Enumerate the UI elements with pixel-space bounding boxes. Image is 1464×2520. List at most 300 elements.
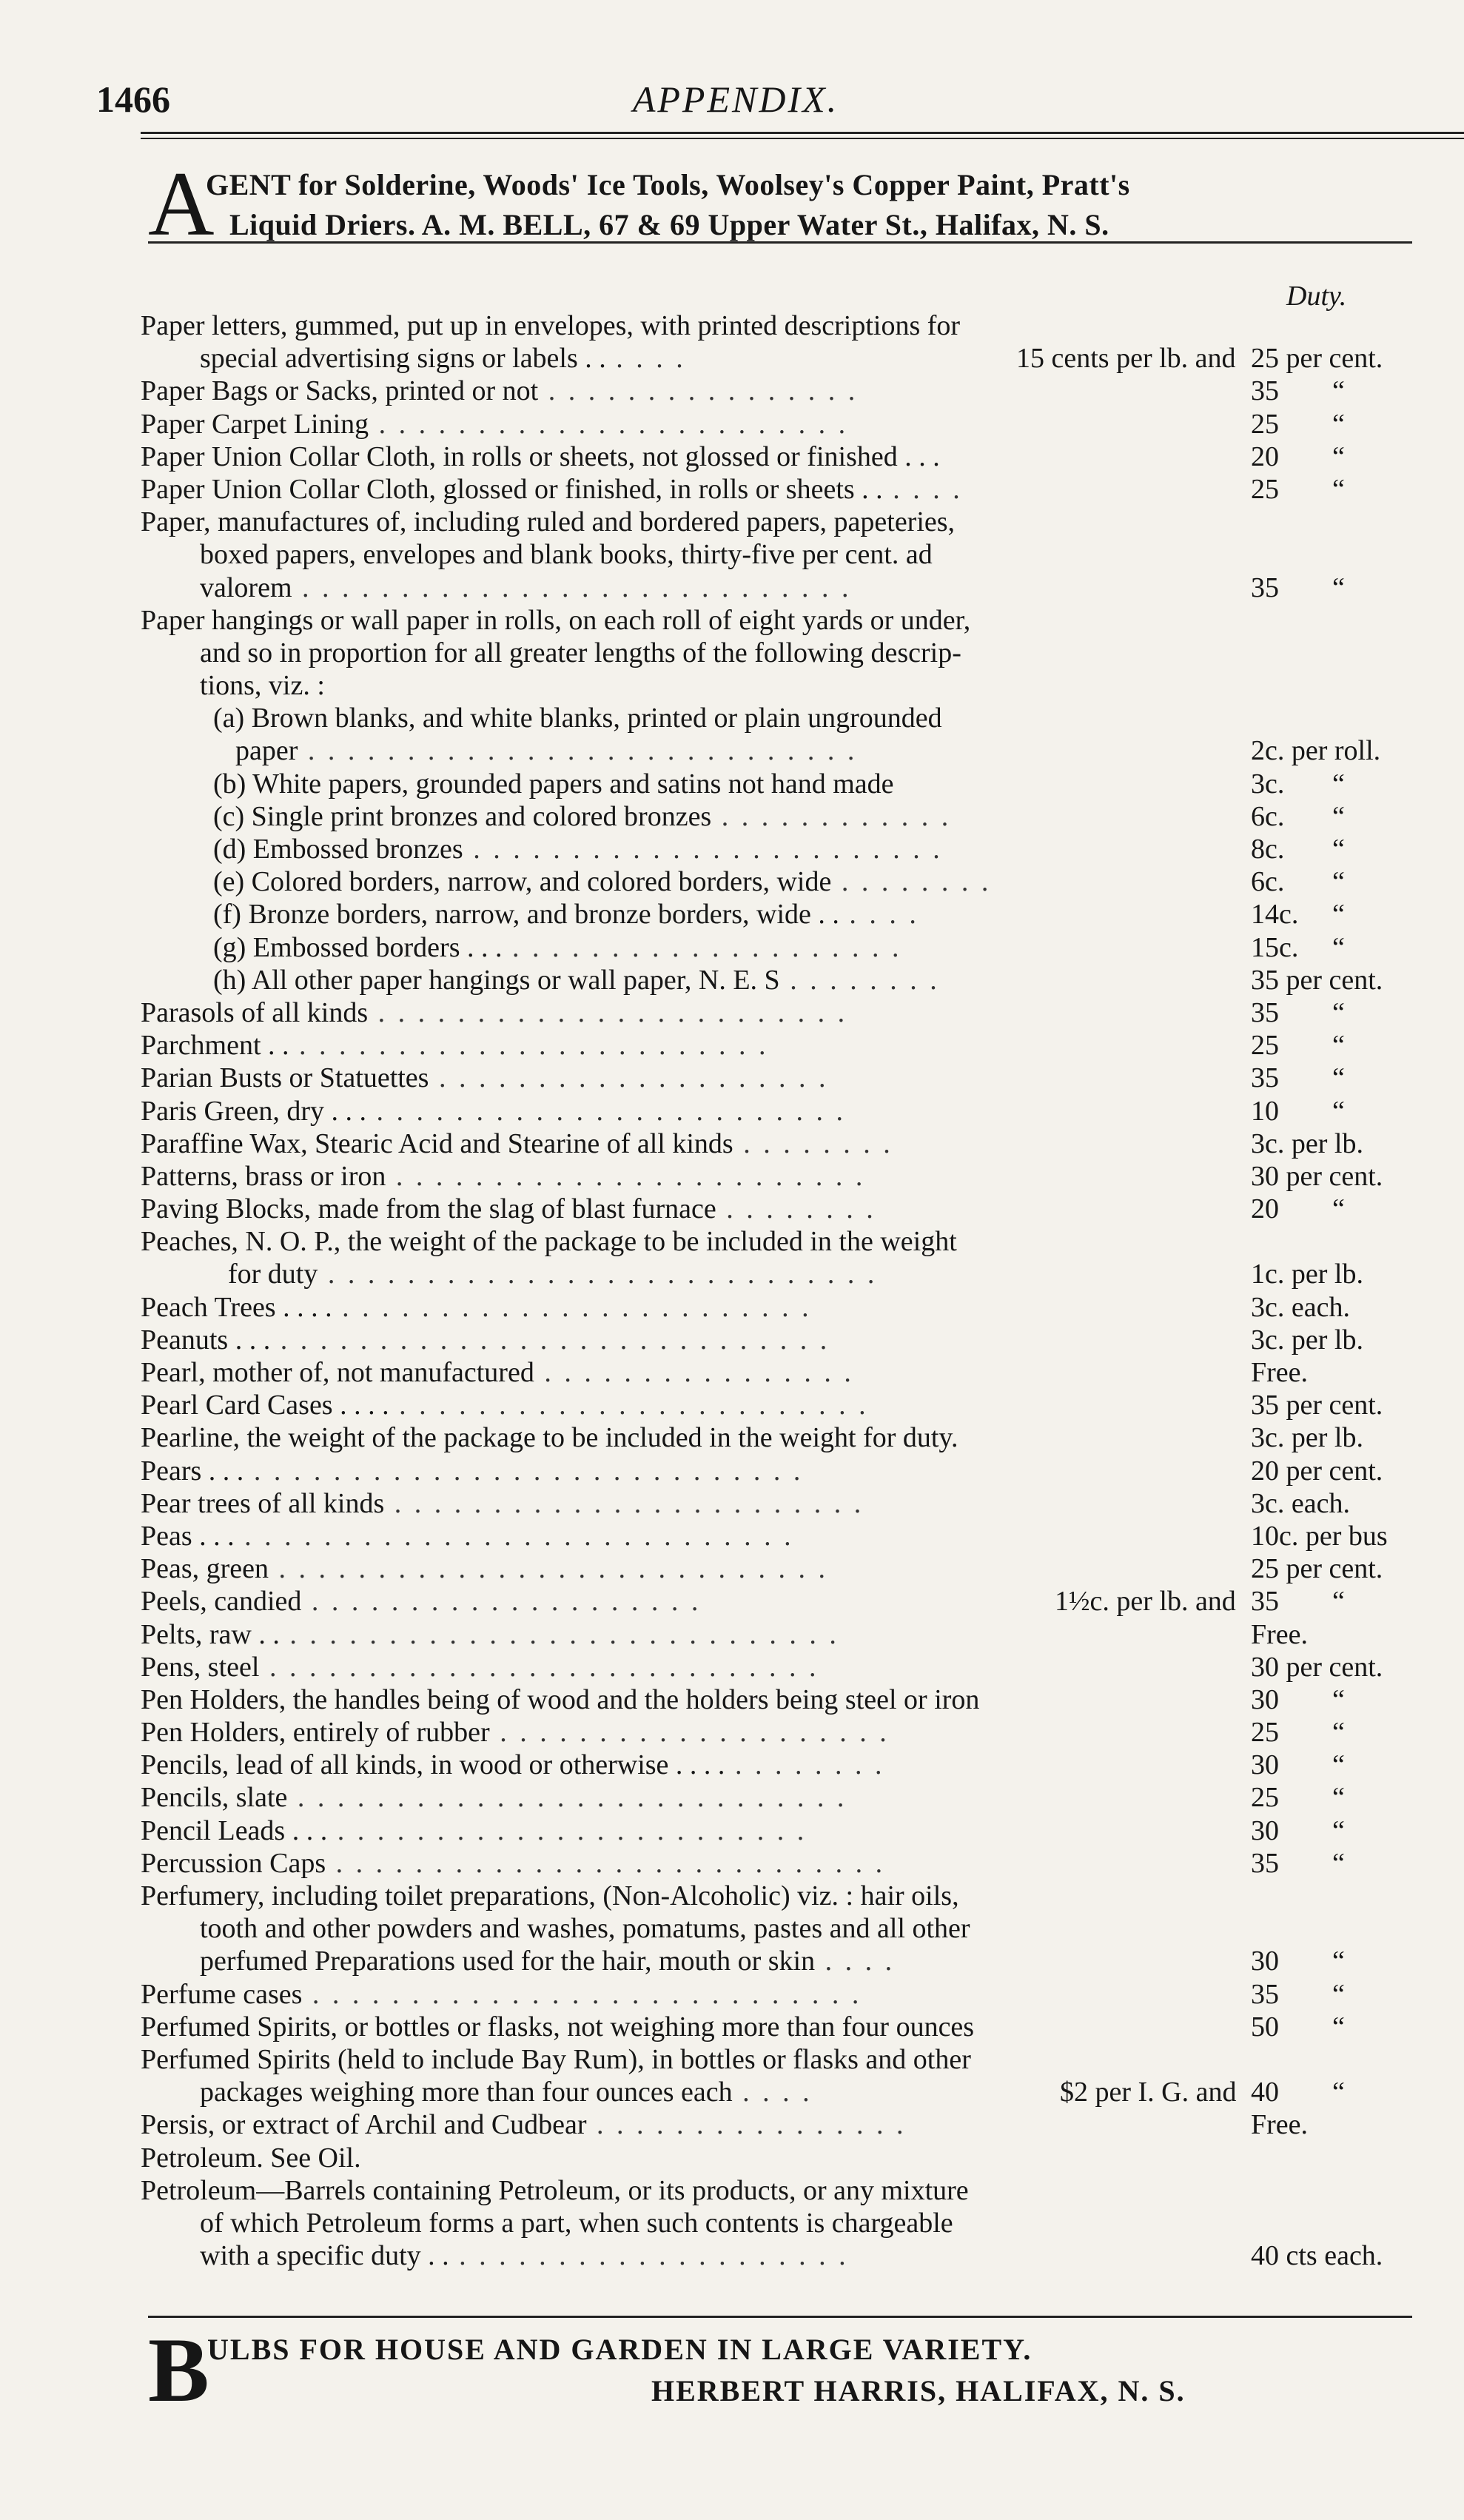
- item-text: Paper Union Collar Cloth, glossed or finished, in rolls or sheets . .: [141, 473, 883, 505]
- tariff-row: [141, 1487, 1428, 1520]
- dot-leader: . . . . . . . .: [831, 866, 992, 898]
- tariff-row: [141, 408, 1428, 440]
- item-description: [141, 1585, 701, 1618]
- duty-rate: 35: [1251, 375, 1279, 407]
- tariff-row: [141, 734, 1428, 767]
- item-text: Petroleum. See Oil.: [141, 2142, 361, 2174]
- item-description: [141, 1618, 839, 1651]
- tariff-row: [141, 1421, 1428, 1454]
- tariff-row: [141, 964, 1428, 996]
- item-text: (f) Bronze borders, narrow, and bronze borders, wide . .: [213, 899, 839, 931]
- item-text: Paper letters, gummed, put up in envelopes, with printed descriptions for: [141, 310, 961, 341]
- tariff-row: [141, 1455, 1428, 1487]
- ditto-mark: “: [1332, 1946, 1345, 1977]
- item-description: [228, 1258, 877, 1290]
- dot-leader: . . . . . . . . . . . . . . . . . . . . . . . .: [327, 1814, 807, 1846]
- tariff-row: [141, 1781, 1428, 1814]
- item-text: special advertising signs or labels . .: [200, 343, 606, 375]
- item-description: [200, 2076, 813, 2108]
- duty-rate: 8c.: [1251, 834, 1285, 865]
- duty-rate: 25 per cent.: [1251, 343, 1383, 375]
- ditto-mark: “: [1332, 408, 1345, 440]
- tariff-row: [141, 2108, 1428, 2141]
- tariff-row: [141, 2207, 1428, 2239]
- tariff-row: [141, 702, 1428, 734]
- tariff-entries: [141, 309, 1428, 2272]
- item-text: valorem: [200, 572, 292, 603]
- duty-rate: 35: [1251, 1978, 1279, 2010]
- item-description: [141, 1683, 979, 1716]
- tariff-row: [141, 1389, 1428, 1421]
- dot-leader: . . . . . . . . . . . . . . . . . . . .: [502, 931, 902, 963]
- item-text: Persis, or extract of Archil and Cudbear: [141, 2109, 587, 2141]
- dot-leader: . . . . . . . . . . . . . . . . . . . .: [449, 2240, 849, 2272]
- item-description: [213, 865, 991, 898]
- duty-rate: 30 per cent.: [1251, 1651, 1383, 1683]
- item-description: [141, 1356, 854, 1389]
- tariff-row: [141, 1651, 1428, 1683]
- item-text: Paper hangings or wall paper in rolls, on each roll of eight yards or under,: [141, 604, 971, 636]
- duty-rate: 20: [1251, 1193, 1279, 1225]
- ad-line-1: GENT for Solderine, Woods' Ice Tools, Woolsey's Copper Paint, Pratt's: [206, 168, 1130, 201]
- item-description: [213, 800, 951, 833]
- item-description: [235, 734, 857, 767]
- duty-rate: 3c. each.: [1251, 1487, 1350, 1519]
- ditto-mark: “: [1332, 2077, 1345, 2108]
- item-description: [141, 1552, 828, 1585]
- dot-leader: . . . . . . . . . . . . . . . . . . . . . . . . . . . .: [326, 1847, 886, 1879]
- item-description: [200, 669, 325, 702]
- item-text: Perfumery, including toilet preparations, (Non-Alcoholic) viz. : hair oils,: [141, 1880, 959, 1911]
- item-text: Pen Holders, entirely of rubber: [141, 1717, 490, 1749]
- tariff-row: [141, 1814, 1428, 1847]
- duty-rate: 6c.: [1251, 800, 1285, 832]
- item-text: Peaches, N. O. P., the weight of the package to be included in the weight: [141, 1226, 957, 1258]
- item-text: of which Petroleum forms a part, when such contents is chargeable: [200, 2207, 953, 2239]
- ad-line-1: ULBS FOR HOUSE AND GARDEN IN LARGE VARIETY.: [207, 2333, 1032, 2366]
- tariff-row: [141, 898, 1428, 931]
- item-description: [200, 342, 686, 375]
- dot-leader: . . . .: [605, 343, 686, 375]
- duty-rate: 30: [1251, 1814, 1279, 1846]
- item-description: [141, 1814, 807, 1847]
- dot-leader: . . . . . . . . . . . . . . . . . . . . . . . . . . . .: [302, 1978, 862, 2010]
- duty-rate: 1c. per lb.: [1251, 1259, 1363, 1290]
- ditto-mark: “: [1332, 1978, 1345, 2010]
- tariff-row: [141, 1062, 1428, 1094]
- dot-leader: . . . . . . . . . . . . . . . .: [534, 1357, 854, 1388]
- item-text: Patterns, brass or iron: [141, 1160, 386, 1192]
- duty-rate: 20: [1251, 440, 1279, 472]
- duty-rate: 35: [1251, 1062, 1279, 1094]
- ditto-mark: “: [1332, 572, 1345, 603]
- item-description: [141, 408, 848, 440]
- ad-drop-cap: A: [148, 153, 215, 255]
- dot-leader: . . . . . . . . . . . . . . . . . . . . . . . . . . . .: [292, 572, 852, 603]
- item-text: Perfumed Spirits, or bottles or flasks, not weighing more than four ounces: [141, 2011, 975, 2043]
- tariff-row: [141, 309, 1428, 342]
- dot-leader: . . . . . . . . . . . . . . . . . . . . . . . . . . . .: [244, 1455, 804, 1487]
- running-head: [89, 78, 1383, 130]
- dot-leader: . . . . . . . .: [779, 964, 940, 996]
- advertisement-bottom: [148, 2319, 1412, 2436]
- duty-rate: 2c. per roll.: [1251, 735, 1381, 767]
- dot-leader: . . . . . . . . . . . .: [711, 800, 952, 832]
- item-text: (h) All other paper hangings or wall paper, N. E. S: [213, 964, 780, 996]
- item-text: packages weighing more than four ounces each: [200, 2077, 733, 2108]
- item-text: (b) White papers, grounded papers and satins not hand made: [213, 768, 894, 800]
- ditto-mark: “: [1332, 1683, 1345, 1715]
- item-description: [141, 1029, 769, 1062]
- tariff-row: [141, 375, 1428, 407]
- duty-rate: 35: [1251, 1847, 1279, 1879]
- duty-rate: 35: [1251, 996, 1279, 1028]
- tariff-row: [141, 1193, 1428, 1225]
- tariff-row: [141, 1225, 1428, 1258]
- dot-leader: . . . . . . . . . . . . . . . . . . . . . . . .: [366, 1095, 846, 1127]
- item-text: with a specific duty . .: [200, 2240, 449, 2272]
- item-text: Pears . . .: [141, 1455, 244, 1487]
- advertisement-top: [148, 153, 1412, 255]
- dot-leader: . . . . . . . . . . . . . . . . . . . .: [429, 1062, 829, 1094]
- item-description: [141, 1095, 846, 1127]
- duty-rate: 25: [1251, 408, 1279, 440]
- item-description: [141, 2142, 361, 2174]
- item-text: Pear trees of all kinds: [141, 1487, 385, 1519]
- dot-leader: . . . . . . . . . . . . . . . . . . . .: [489, 1717, 890, 1749]
- item-text: tooth and other powders and washes, pomatums, pastes and all other: [200, 1913, 970, 1945]
- item-text: Parasols of all kinds: [141, 996, 369, 1028]
- item-text: Paper Bags or Sacks, printed or not: [141, 375, 539, 407]
- tariff-row: [141, 1029, 1428, 1062]
- item-text: boxed papers, envelopes and blank books, thirty-five per cent. ad: [200, 539, 933, 571]
- tariff-row: [141, 2239, 1428, 2272]
- item-text: Percussion Caps: [141, 1847, 326, 1879]
- ditto-mark: “: [1332, 375, 1345, 407]
- tariff-row: [141, 669, 1428, 702]
- item-description: [200, 1912, 970, 1945]
- tariff-row: [141, 1552, 1428, 1585]
- duty-rate: 3c. per lb.: [1251, 1422, 1363, 1454]
- item-text: Parian Busts or Statuettes: [141, 1062, 429, 1094]
- dot-leader: . . . . . . . . . . . . . . . . . . . . . . . .: [368, 996, 848, 1028]
- duty-rate: Free.: [1251, 1357, 1309, 1388]
- item-text: Petroleum—Barrels containing Petroleum, or its products, or any mixture: [141, 2174, 969, 2206]
- duty-rate: 25: [1251, 1030, 1279, 1062]
- duty-rate: Free.: [1251, 2109, 1309, 2141]
- item-text: tions, viz. :: [200, 670, 325, 702]
- item-text: Pearl Card Cases . . . .: [141, 1390, 389, 1421]
- item-description: [200, 538, 933, 571]
- dot-leader: . . . . . . . . . . . . . . . . . . . . . . . .: [386, 1160, 866, 1192]
- item-description: [141, 506, 955, 538]
- dot-leader: . . . . . . . . . . . . . . . . . . . . . . . .: [384, 1487, 864, 1519]
- dot-leader: . . . . . . . . . . . . . . . .: [586, 2109, 907, 2141]
- item-description: [200, 637, 961, 669]
- ad-drop-cap: B: [148, 2319, 209, 2421]
- ditto-mark: “: [1332, 1717, 1345, 1749]
- tariff-row: [141, 1585, 1428, 1618]
- dot-leader: . . . . . . . . . . . . . . . . . . . . . . . .: [389, 1390, 869, 1421]
- item-text: Perfume cases: [141, 1978, 303, 2010]
- item-text: Paving Blocks, made from the slag of blast furnace: [141, 1193, 716, 1225]
- duty-rate: 14c.: [1251, 899, 1299, 931]
- tariff-row: [141, 1324, 1428, 1356]
- duty-rate: 10: [1251, 1095, 1279, 1127]
- item-description: [141, 1749, 884, 1781]
- specific-duty: 1½c. per lb. and: [1055, 1586, 1236, 1618]
- item-description: [141, 1455, 803, 1487]
- tariff-row: [141, 1095, 1428, 1127]
- item-text: for duty: [228, 1259, 318, 1290]
- item-description: [213, 833, 943, 865]
- duty-rate: 30: [1251, 1749, 1279, 1781]
- tariff-row: [141, 1291, 1428, 1324]
- tariff-row: [141, 931, 1428, 964]
- dot-leader: . . . .: [732, 2077, 813, 2108]
- duty-rate: 10c. per bus: [1251, 1520, 1388, 1552]
- page-title: APPENDIX.: [632, 78, 839, 120]
- item-description: [141, 2174, 969, 2207]
- item-text: (c) Single print bronzes and colored bronzes: [213, 800, 712, 832]
- item-text: Peanuts . . .: [141, 1324, 271, 1355]
- dot-leader: . . . . . . . . . . . . . . . . . . . . . . . .: [332, 1291, 812, 1323]
- item-description: [141, 1225, 957, 1258]
- item-description: [141, 1651, 819, 1683]
- ditto-mark: “: [1332, 1030, 1345, 1062]
- item-description: [213, 964, 940, 996]
- ditto-mark: “: [1332, 899, 1345, 931]
- tariff-row: [141, 1683, 1428, 1716]
- dot-leader: . . . . . . . . . . . . . . . . . . . . . . . .: [463, 834, 943, 865]
- item-description: [213, 898, 919, 931]
- ditto-mark: “: [1332, 768, 1345, 800]
- tariff-row: [141, 1520, 1428, 1552]
- duty-rate: 40 cts each.: [1251, 2240, 1383, 2272]
- tariff-row: [141, 637, 1428, 669]
- item-description: [200, 2207, 953, 2239]
- tariff-row: [141, 1716, 1428, 1749]
- item-description: [200, 1945, 895, 1977]
- ditto-mark: “: [1332, 800, 1345, 832]
- duty-rate: 3c.: [1251, 768, 1285, 800]
- item-description: [141, 2043, 971, 2076]
- ditto-mark: “: [1332, 1814, 1345, 1846]
- tariff-row: [141, 1978, 1428, 2011]
- tariff-row: [141, 604, 1428, 637]
- tariff-row: [141, 768, 1428, 800]
- item-text: Pencils, lead of all kinds, in wood or otherwise . . . .: [141, 1749, 725, 1781]
- header-rule: [141, 132, 1464, 134]
- item-description: [141, 2108, 907, 2141]
- tariff-row: [141, 1356, 1428, 1389]
- ditto-mark: “: [1332, 1095, 1345, 1127]
- item-description: [141, 1324, 830, 1356]
- tariff-row: [141, 1749, 1428, 1781]
- ad-rule: [148, 241, 1412, 244]
- duty-rate: 20 per cent.: [1251, 1455, 1383, 1487]
- item-description: [141, 604, 970, 637]
- item-description: [141, 1880, 959, 1912]
- dot-leader: . . . .: [839, 899, 919, 931]
- duty-rate: 3c. per lb.: [1251, 1324, 1363, 1355]
- tariff-row: [141, 1847, 1428, 1880]
- duty-rate: 35 per cent.: [1251, 1390, 1383, 1421]
- item-description: [141, 1062, 828, 1094]
- dot-leader: . . . . . . . . . . . . . . . . . . . . . . . . . . . .: [234, 1520, 794, 1552]
- item-text: paper: [235, 735, 298, 767]
- dot-leader: . . . . . . . . . . . . . . . . . . . . . . . . . . . .: [269, 1553, 829, 1585]
- dot-leader: . . . . . . . .: [725, 1749, 885, 1781]
- item-description: [141, 1978, 862, 2011]
- dot-leader: . . . .: [815, 1946, 896, 1977]
- ad-line-2: HERBERT HARRIS, HALIFAX, N. S.: [651, 2374, 1186, 2407]
- item-description: [141, 996, 847, 1029]
- item-description: [141, 1291, 812, 1324]
- item-text: (d) Embossed bronzes: [213, 834, 463, 865]
- item-description: [141, 1127, 893, 1160]
- tariff-row: [141, 865, 1428, 898]
- item-description: [141, 1716, 890, 1749]
- header-rule-thin: [141, 138, 1464, 139]
- item-text: (g) Embossed borders . . .: [213, 931, 503, 963]
- tariff-row: [141, 996, 1428, 1029]
- ditto-mark: “: [1332, 1062, 1345, 1094]
- item-description: [141, 1781, 847, 1814]
- item-text: Pearl, mother of, not manufactured: [141, 1357, 534, 1388]
- item-description: [141, 473, 963, 506]
- footer-rule: [148, 2316, 1412, 2318]
- item-text: Pen Holders, the handles being of wood and the holders being steel or iron: [141, 1683, 980, 1715]
- duty-column-heading: Duty.: [1286, 281, 1347, 312]
- tariff-row: [141, 2174, 1428, 2207]
- item-description: [141, 1421, 958, 1454]
- ad-line-2: Liquid Driers. A. M. BELL, 67 & 69 Upper Water St., Halifax, N. S.: [229, 208, 1109, 241]
- duty-rate: 25: [1251, 473, 1279, 505]
- dot-leader: . . . . . . . .: [716, 1193, 876, 1225]
- tariff-row: [141, 538, 1428, 571]
- tariff-row: [141, 2142, 1428, 2174]
- dot-leader: . . . . . . . . . . . . . . . . . . . . . . . . . . . .: [259, 1651, 819, 1683]
- duty-rate: 35: [1251, 572, 1279, 603]
- item-text: Pelts, raw . .: [141, 1618, 280, 1650]
- duty-rate: 30: [1251, 1946, 1279, 1977]
- duty-rate: 35 per cent.: [1251, 964, 1383, 996]
- ditto-mark: “: [1332, 931, 1345, 963]
- item-text: Paper Carpet Lining: [141, 408, 369, 440]
- duty-rate: Free.: [1251, 1618, 1309, 1650]
- item-text: Peach Trees . . . .: [141, 1291, 332, 1323]
- dot-leader: . . . . . . . . . . . . . . . . . . . . . . . . . . . .: [270, 1324, 830, 1355]
- item-description: [213, 702, 942, 734]
- item-text: and so in proportion for all greater lengths of the following descrip-: [200, 637, 961, 668]
- tariff-row: [141, 572, 1428, 604]
- item-description: [141, 1193, 876, 1225]
- dot-leader: . . . . . . . . . . . . . . . . . . . . . . . . . . . .: [318, 1259, 878, 1290]
- tariff-row: [141, 1258, 1428, 1290]
- item-text: Pencils, slate: [141, 1782, 288, 1814]
- item-description: [141, 1389, 869, 1421]
- item-description: [200, 2239, 849, 2272]
- dot-leader: . . . . . . . . . . . . . . . . . . . . . . . .: [369, 408, 849, 440]
- dot-leader: . . . . . . . . . . . . . . . . . . . . . . . .: [289, 1030, 769, 1062]
- item-text: Pearline, the weight of the package to be included in the weight for duty.: [141, 1422, 958, 1454]
- tariff-row: [141, 473, 1428, 506]
- tariff-row: [141, 833, 1428, 865]
- tariff-row: [141, 2011, 1428, 2043]
- tariff-row: [141, 2043, 1428, 2076]
- ditto-mark: “: [1332, 440, 1345, 472]
- dot-leader: . . . . . . . .: [733, 1127, 893, 1159]
- item-text: Peas, green: [141, 1553, 269, 1585]
- item-text: Parchment . .: [141, 1030, 289, 1062]
- tariff-row: [141, 800, 1428, 833]
- specific-duty: 15 cents per lb. and: [1016, 343, 1236, 375]
- tariff-row: [141, 342, 1428, 375]
- ditto-mark: “: [1332, 2011, 1345, 2043]
- duty-rate: 35: [1251, 1586, 1279, 1618]
- duty-rate: 25: [1251, 1717, 1279, 1749]
- item-text: Paraffine Wax, Stearic Acid and Stearine of all kinds: [141, 1127, 733, 1159]
- item-description: [141, 1160, 865, 1193]
- tariff-row: [141, 506, 1428, 538]
- dot-leader: . . . . . . . . . . . . . . . . . . . . . . . . . . . .: [298, 735, 858, 767]
- dot-leader: . . . . . . . . . . . . . . . . . . . .: [301, 1586, 702, 1618]
- item-text: (e) Colored borders, narrow, and colored borders, wide: [213, 866, 832, 898]
- tariff-row: [141, 1945, 1428, 1977]
- ditto-mark: “: [1332, 1586, 1345, 1618]
- item-text: Peels, candied: [141, 1586, 302, 1618]
- duty-rate: 50: [1251, 2011, 1279, 2043]
- ditto-mark: “: [1332, 1782, 1345, 1814]
- duty-rate: 40: [1251, 2077, 1279, 2108]
- duty-rate: 3c. per lb.: [1251, 1127, 1363, 1159]
- item-text: Paris Green, dry . . .: [141, 1095, 366, 1127]
- item-text: (a) Brown blanks, and white blanks, printed or plain ungrounded: [213, 703, 942, 734]
- duty-rate: 25: [1251, 1782, 1279, 1814]
- ditto-mark: “: [1332, 866, 1345, 898]
- item-description: [213, 931, 901, 964]
- tariff-row: [141, 1880, 1428, 1912]
- item-text: Paper, manufactures of, including ruled and bordered papers, papeteries,: [141, 506, 956, 538]
- duty-rate: 25 per cent.: [1251, 1553, 1383, 1585]
- tariff-row: [141, 440, 1428, 473]
- item-description: [141, 1847, 885, 1880]
- item-text: Pens, steel: [141, 1651, 260, 1683]
- duty-rate: 15c.: [1251, 931, 1299, 963]
- item-description: [213, 768, 893, 800]
- item-description: [141, 309, 960, 342]
- item-text: perfumed Preparations used for the hair, mouth or skin: [200, 1946, 816, 1977]
- tariff-row: [141, 1127, 1428, 1160]
- duty-rate: 30: [1251, 1683, 1279, 1715]
- ditto-mark: “: [1332, 473, 1345, 505]
- ditto-mark: “: [1332, 1749, 1345, 1781]
- dot-leader: . . . .: [882, 473, 963, 505]
- item-description: [141, 1487, 864, 1520]
- item-text: Pencil Leads . . .: [141, 1814, 328, 1846]
- ditto-mark: “: [1332, 834, 1345, 865]
- item-text: Peas . . .: [141, 1520, 235, 1552]
- item-description: [141, 375, 858, 407]
- duty-rate: 30 per cent.: [1251, 1160, 1383, 1192]
- tariff-row: [141, 1912, 1428, 1945]
- item-text: Perfumed Spirits (held to include Bay Rum), in bottles or flasks and other: [141, 2043, 971, 2075]
- specific-duty: $2 per I. G. and: [1060, 2077, 1237, 2108]
- dot-leader: . . . . . . . . . . . . . . . . . . . . . . . . . . . .: [287, 1782, 847, 1814]
- ditto-mark: “: [1332, 1193, 1345, 1225]
- ditto-mark: “: [1332, 996, 1345, 1028]
